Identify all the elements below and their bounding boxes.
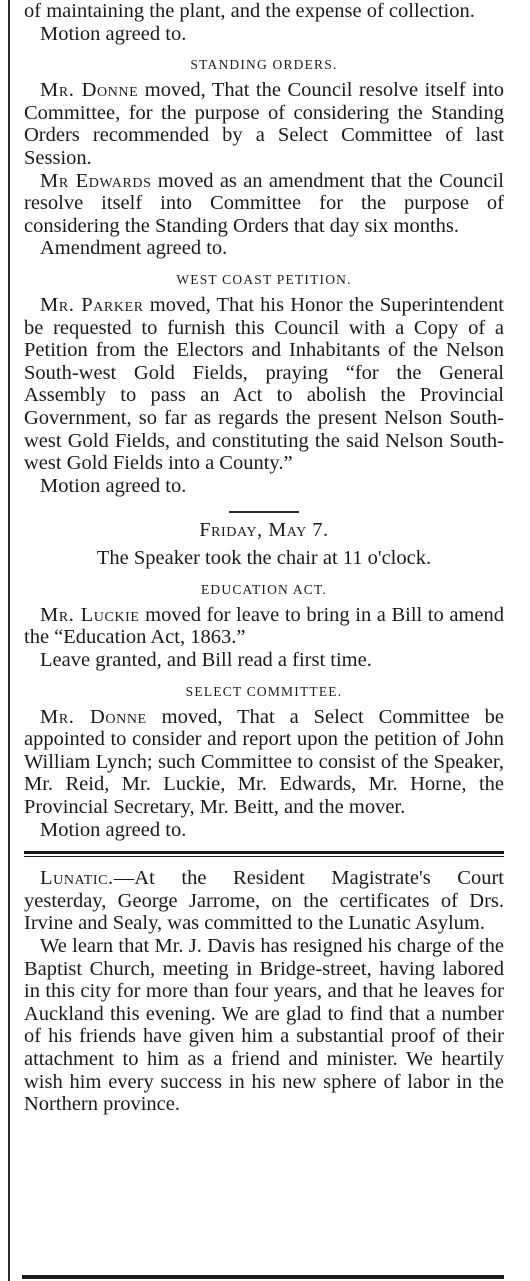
standing-orders-heading: STANDING ORDERS. — [190, 57, 338, 73]
speaker-name: Mr. Donne — [40, 79, 139, 102]
paragraph-text: —At the Resident Magistrate's Court yesterday, George Jarrome, on the certificates of Drs. Irvine and Sealy, was committed to the Lunatic Asylum. — [24, 867, 504, 935]
davis-paragraph: We learn that Mr. J. Davis has resigned his charge of the Baptist Church, meeting in Bridge-street, having labored in this city for more than four years, and that he leaves for Auckland this evening. We are glad to find that a number of his friends have given him a substantial proof of their attachment to him as a friend and minister. We heartily wish him every success in his new sphere of labor in the Northern province. — [24, 935, 504, 1116]
west-coast-heading: WEST COAST PETITION. — [176, 271, 352, 287]
newspaper-column — [8, 0, 504, 1281]
select-committee-motion: Motion agreed to. — [40, 818, 187, 841]
speaker-name: Mr. Parker — [40, 293, 144, 316]
standing-orders-result: Amendment agreed to. — [40, 237, 228, 260]
select-committee-heading: SELECT COMMITTEE. — [185, 683, 343, 699]
select-committee-paragraph — [24, 706, 504, 819]
dateline: Friday, May 7. — [199, 519, 329, 542]
speaker-name: Mr. Luckie — [40, 603, 140, 626]
lunatic-lead: Lunatic. — [40, 867, 114, 890]
date-divider — [229, 511, 299, 513]
paragraph-text: moved, That a Select Committee be appointed to consider and report upon the petition of John William Lynch; such Committee to consist of the Speaker, Mr. Reid, Mr. Luckie, Mr. Edwards, Mr. Horne, the Provincial Secretary, Mr. Beitt, and the mover. — [24, 705, 504, 819]
speaker-name: Mr. Donne — [40, 705, 147, 728]
standing-orders-paragraph-1 — [24, 79, 504, 169]
bottom-rule — [22, 1275, 504, 1279]
paragraph-text: moved for leave to bring in a Bill to amend the “Education Act, 1863.” — [24, 603, 504, 649]
intro-motion: Motion agreed to. — [40, 22, 187, 45]
speaker-name: Mr Edwards — [40, 169, 152, 192]
paragraph-text: moved as an amendment that the Council resolve itself into Committee for the purpose of considering the Standing Orders that day six months. — [24, 169, 504, 237]
education-heading: EDUCATION ACT. — [200, 581, 328, 597]
standing-orders-paragraph-2 — [24, 170, 504, 238]
education-result: Leave granted, and Bill read a first time. — [40, 649, 372, 672]
speaker-chair-line: The Speaker took the chair at 11 o'clock. — [96, 547, 432, 570]
paragraph-text: moved, That the Council resolve itself into Committee, for the purpose of considering the Standing Orders recommended by a Select Committee of last Session. — [24, 79, 505, 169]
paragraph-text: moved, That his Honor the Superintendent be requested to furnish this Council with a Copy of a Petition from the Electors and Inhabitants of the Nelson South-west Gold Fields, praying “for the General Assembly to pass an Act to abolish the Provincial Government, so far as regards the present Nelson South-west Gold Fields, and constituting the said Nelson South-west Gold Fields into a County.” — [24, 293, 504, 475]
section-double-rule — [24, 851, 504, 857]
lunatic-paragraph — [24, 867, 504, 935]
west-coast-paragraph — [24, 294, 504, 475]
intro-paragraph: of maintaining the plant, and the expense of collection. — [24, 0, 475, 22]
education-paragraph — [24, 604, 504, 649]
west-coast-motion: Motion agreed to. — [40, 474, 187, 497]
